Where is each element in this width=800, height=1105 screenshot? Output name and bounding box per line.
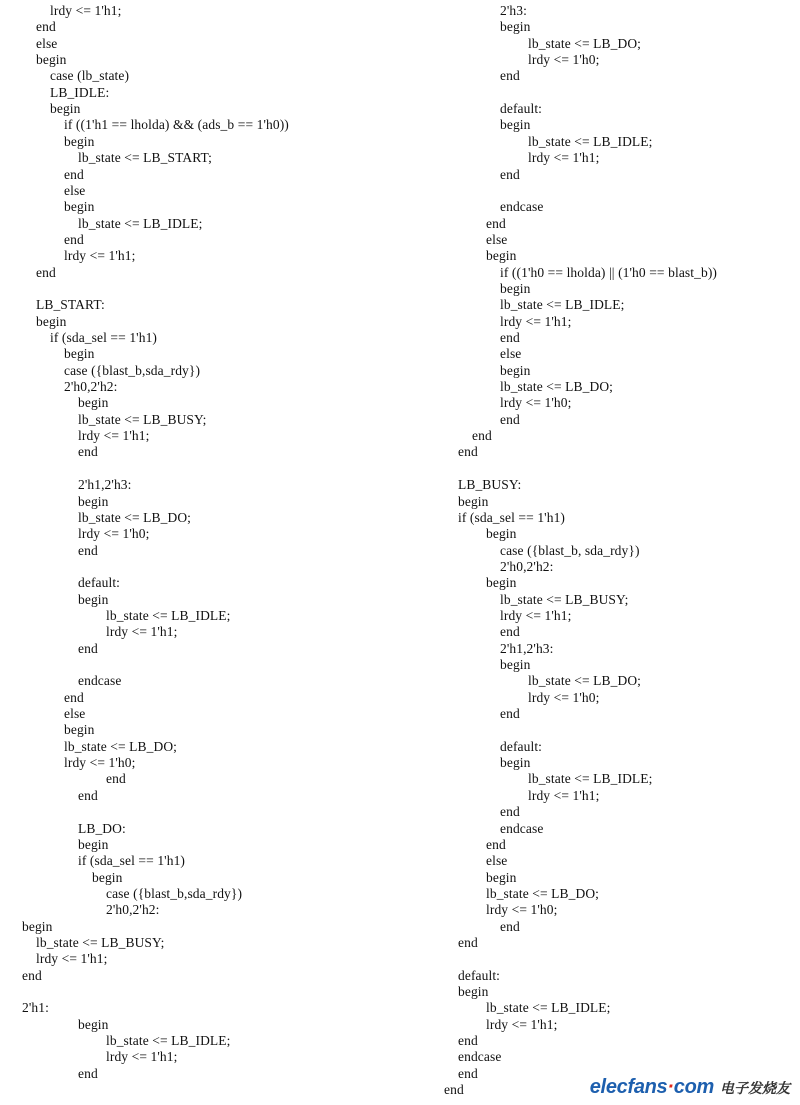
code-line: lb_state <= LB_DO; bbox=[486, 885, 600, 901]
code-line: LB_DO: bbox=[78, 820, 126, 836]
code-line: lb_state <= LB_IDLE; bbox=[106, 607, 231, 623]
code-line: if (sda_sel == 1'h1) bbox=[78, 853, 186, 869]
code-line: lb_state <= LB_DO; bbox=[500, 379, 614, 395]
watermark-brand-dot: · bbox=[667, 1076, 674, 1098]
code-line: end bbox=[500, 68, 520, 84]
code-line: 2'h1: bbox=[22, 1000, 49, 1016]
code-line: end bbox=[458, 444, 478, 460]
code-line: case (lb_state) bbox=[50, 68, 130, 84]
watermark-brand-tld: com bbox=[673, 1076, 714, 1098]
code-line: end bbox=[78, 787, 98, 803]
code-line: begin bbox=[458, 493, 489, 509]
code-line: end bbox=[78, 542, 98, 558]
watermark-brand-main: elecfans bbox=[589, 1076, 668, 1098]
code-line: end bbox=[458, 934, 478, 950]
code-line: begin bbox=[78, 1016, 109, 1032]
code-line: lrdy <= 1'h0; bbox=[64, 755, 136, 771]
code-line: end bbox=[36, 19, 56, 35]
code-line: lb_state <= LB_DO; bbox=[64, 738, 178, 754]
code-line: begin bbox=[64, 346, 95, 362]
code-line: begin bbox=[50, 101, 81, 117]
code-line: end bbox=[106, 771, 126, 787]
code-line: else bbox=[486, 853, 508, 869]
watermark-cn-text: 电子发烧友 bbox=[720, 1080, 790, 1096]
code-line: lb_state <= LB_IDLE; bbox=[106, 1033, 231, 1049]
code-line: lb_state <= LB_BUSY; bbox=[500, 591, 629, 607]
code-line: lrdy <= 1'h1; bbox=[64, 248, 136, 264]
code-line: default: bbox=[500, 101, 543, 117]
code-line: else bbox=[486, 231, 508, 247]
code-line: end bbox=[78, 640, 98, 656]
code-line: endcase bbox=[458, 1049, 502, 1065]
code-line: end bbox=[486, 836, 506, 852]
code-line: lb_state <= LB_IDLE; bbox=[486, 1000, 611, 1016]
code-line: end bbox=[500, 624, 520, 640]
code-line: 2'h0,2'h2: bbox=[106, 902, 160, 918]
code-line: begin bbox=[486, 575, 517, 591]
code-line: end bbox=[78, 444, 98, 460]
code-line: begin bbox=[500, 117, 531, 133]
code-line: end bbox=[500, 804, 520, 820]
code-line: end bbox=[64, 231, 84, 247]
code-column-right bbox=[420, 0, 800, 1105]
code-line: end bbox=[500, 918, 520, 934]
code-line: lb_state <= LB_BUSY; bbox=[78, 411, 207, 427]
code-line: 2'h1,2'h3: bbox=[500, 640, 554, 656]
code-line: default: bbox=[458, 967, 501, 983]
code-line: lrdy <= 1'h1; bbox=[106, 624, 178, 640]
code-line: end bbox=[22, 967, 42, 983]
code-line: if (sda_sel == 1'h1) bbox=[458, 509, 566, 525]
code-line: begin bbox=[92, 869, 123, 885]
code-line: end bbox=[458, 1033, 478, 1049]
code-line: end bbox=[500, 330, 520, 345]
code-line: 2'h1,2'h3: bbox=[78, 477, 132, 493]
code-line: begin bbox=[486, 248, 517, 264]
code-line: end bbox=[64, 166, 84, 182]
code-line: begin bbox=[64, 133, 95, 149]
code-line: end bbox=[78, 1065, 98, 1081]
code-line: end bbox=[64, 689, 84, 705]
code-line: begin bbox=[22, 918, 53, 934]
code-line: else bbox=[64, 706, 86, 722]
code-line: begin bbox=[36, 313, 67, 329]
code-line: else bbox=[500, 346, 522, 362]
code-line: default: bbox=[500, 738, 543, 754]
code-line: endcase bbox=[500, 199, 544, 215]
code-line: begin bbox=[78, 591, 109, 607]
code-line: lb_state <= LB_DO; bbox=[528, 35, 642, 51]
code-line: if ((1'h0 == lholda) || (1'h0 == blast_b)) bbox=[500, 264, 718, 280]
code-line: else bbox=[36, 35, 58, 51]
code-line: begin bbox=[78, 395, 109, 411]
code-line: begin bbox=[36, 52, 67, 68]
code-line: lrdy <= 1'h0; bbox=[500, 395, 572, 411]
code-line: case ({blast_b,sda_rdy}) bbox=[64, 362, 201, 378]
code-line: begin bbox=[500, 755, 531, 771]
code-line: lrdy <= 1'h1; bbox=[50, 3, 122, 18]
code-line: 2'h0,2'h2: bbox=[500, 558, 554, 574]
code-line: lrdy <= 1'h1; bbox=[500, 313, 572, 329]
code-line: case ({blast_b,sda_rdy}) bbox=[106, 885, 243, 901]
code-line: begin bbox=[64, 199, 95, 215]
code-line: lb_state <= LB_IDLE; bbox=[528, 771, 653, 787]
code-line: lrdy <= 1'h1; bbox=[36, 951, 108, 967]
code-line: end bbox=[458, 1065, 478, 1081]
watermark bbox=[590, 1076, 790, 1099]
code-line: begin bbox=[500, 19, 531, 35]
watermark-logo bbox=[590, 1076, 714, 1099]
code-line: lrdy <= 1'h1; bbox=[486, 1016, 558, 1032]
code-line: end bbox=[444, 1082, 464, 1098]
code-line: begin bbox=[458, 984, 489, 999]
code-line: begin bbox=[64, 722, 95, 738]
code-line: begin bbox=[500, 280, 531, 296]
code-line: lrdy <= 1'h0; bbox=[78, 526, 150, 542]
code-line: end bbox=[36, 264, 56, 280]
code-line: begin bbox=[500, 657, 531, 672]
code-line: if (sda_sel == 1'h1) bbox=[50, 330, 158, 345]
code-line: lb_state <= LB_IDLE; bbox=[500, 297, 625, 313]
code-line: lrdy <= 1'h1; bbox=[500, 607, 572, 623]
code-line: end bbox=[486, 215, 506, 231]
code-line: lb_state <= LB_DO; bbox=[528, 673, 642, 689]
code-line: lb_state <= LB_DO; bbox=[78, 509, 192, 525]
code-line: endcase bbox=[78, 673, 122, 689]
code-line: lb_state <= LB_IDLE; bbox=[78, 215, 203, 231]
code-line: begin bbox=[78, 836, 109, 852]
code-line: 2'h3: bbox=[500, 3, 527, 18]
code-line: begin bbox=[486, 526, 517, 542]
code-line: end bbox=[500, 706, 520, 722]
code-line: LB_BUSY: bbox=[458, 477, 522, 493]
code-line: default: bbox=[78, 575, 121, 591]
code-line: LB_START: bbox=[36, 297, 105, 313]
code-line: else bbox=[64, 182, 86, 198]
code-line: begin bbox=[500, 362, 531, 378]
code-line: 2'h0,2'h2: bbox=[64, 379, 118, 395]
code-line: end bbox=[472, 428, 492, 444]
code-line: lb_state <= LB_START; bbox=[78, 150, 212, 166]
code-line: lrdy <= 1'h0; bbox=[528, 52, 600, 68]
code-line: begin bbox=[78, 493, 109, 509]
code-line: lrdy <= 1'h1; bbox=[528, 150, 600, 166]
code-line: end bbox=[500, 166, 520, 182]
code-line: lrdy <= 1'h1; bbox=[78, 428, 150, 444]
code-line: lrdy <= 1'h0; bbox=[528, 689, 600, 705]
code-line: lb_state <= LB_BUSY; bbox=[36, 934, 165, 950]
code-line: begin bbox=[486, 869, 517, 885]
code-line: case ({blast_b, sda_rdy}) bbox=[500, 542, 640, 558]
code-line: endcase bbox=[500, 820, 544, 836]
code-line: lrdy <= 1'h1; bbox=[528, 787, 600, 803]
code-line: lrdy <= 1'h1; bbox=[106, 1049, 178, 1065]
code-line: LB_IDLE: bbox=[50, 84, 110, 100]
code-line: if ((1'h1 == lholda) && (ads_b == 1'h0)) bbox=[64, 117, 289, 133]
code-line: lrdy <= 1'h0; bbox=[486, 902, 558, 918]
code-line: end bbox=[500, 411, 520, 427]
code-line: lb_state <= LB_IDLE; bbox=[528, 133, 653, 149]
